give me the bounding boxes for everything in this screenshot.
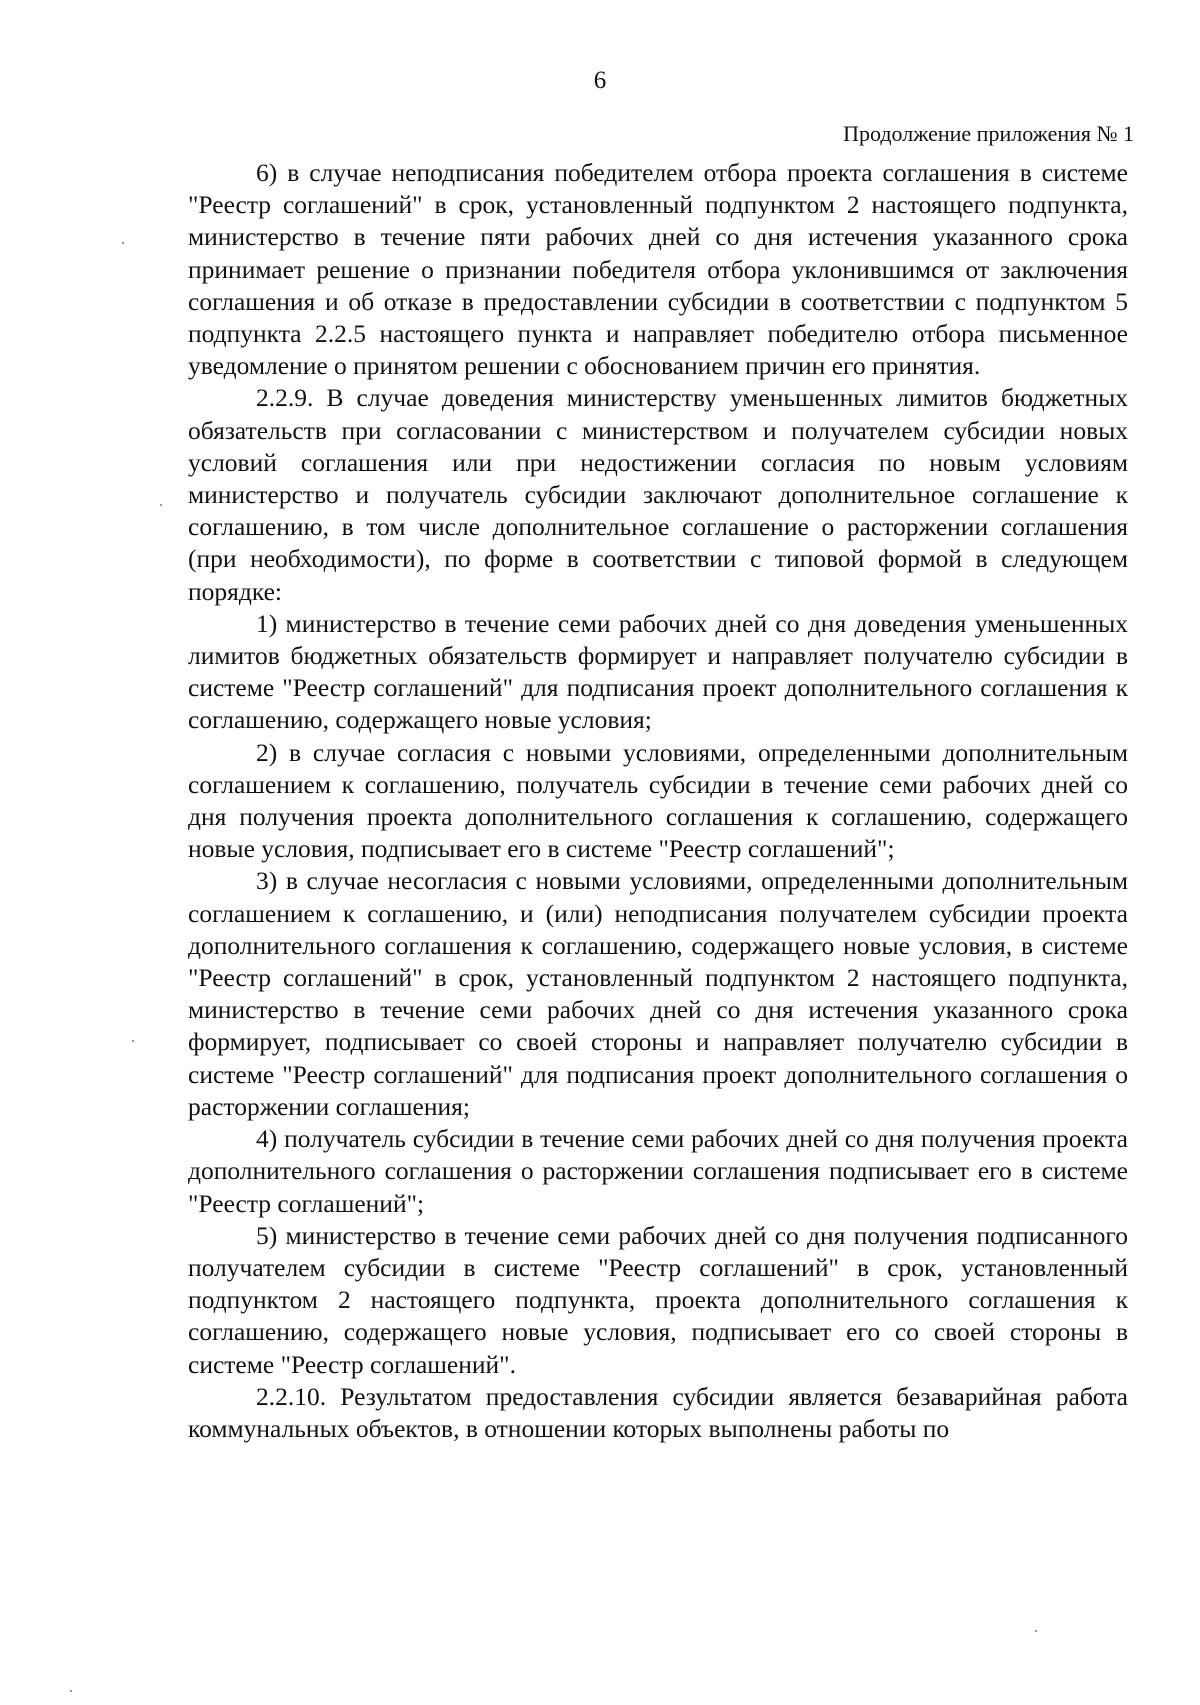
page-number: 6	[593, 67, 607, 94]
scan-speck	[70, 1690, 72, 1692]
paragraph-subitem-2: 2) в случае согласия с новыми условиями, определенными дополнительным соглашением к соглашению, получатель субсидии в течение семи рабочих дней со дня получения проекта дополнительного соглашения к соглашению, содержащего новые условия, подписывает его в системе "Реестр соглашений";	[188, 737, 1128, 864]
appendix-continuation-note: Продолжение приложения № 1	[843, 121, 1134, 146]
scan-speck	[122, 242, 124, 244]
paragraph-subitem-5: 5) министерство в течение семи рабочих дней со дня получения подписанного получателем субсидии в системе "Реестр соглашений" в срок, установленный подпунктом 2 настоящего подпункта, проекта дополнительного соглашения к соглашению, содержащего новые условия, подписывает его со своей стороны в системе "Реестр соглашений".	[188, 1220, 1128, 1379]
paragraph-subitem-1: 1) министерство в течение семи рабочих дней со дня доведения уменьшенных лимитов бюджетных обязательств формирует и направляет получателю субсидии в системе "Реестр соглашений" для подписания проект дополнительного соглашения к соглашению, содержащего новые условия;	[188, 608, 1128, 735]
paragraph-subitem-6: 6) в случае неподписания победителем отбора проекта соглашения в системе "Реестр соглашений" в срок, установленный подпунктом 2 настоящего подпункта, министерство в течение пяти рабочих дней со дня истечения указанного срока принимает решение о признании победителя отбора уклонившимся от заключения соглашения и об отказе в предоставлении субсидии в соответствии с подпунктом 5 подпункта 2.2.5 настоящего пункта и направляет победителю отбора письменное уведомление о принятом решении с обоснованием причин его принятия.	[188, 158, 1128, 381]
paragraph-subitem-3: 3) в случае несогласия с новыми условиями, определенными дополнительным соглашением к соглашению, и (или) неподписания получателем субсидии проекта дополнительного соглашения к соглашению, содержащего новые условия, в системе "Реестр соглашений" в срок, установленный подпунктом 2 настоящего подпункта, министерство в течение семи рабочих дней со дня истечения указанного срока формирует, подписывает со своей стороны и направляет получателю субсидии в системе "Реестр соглашений" для подписания проект дополнительного соглашения о расторжении соглашения;	[188, 866, 1128, 1121]
scan-speck	[160, 504, 162, 506]
paragraph-2-2-9: 2.2.9. В случае доведения министерству уменьшенных лимитов бюджетных обязательств при согласовании с министерством и получателем субсидии новых условий соглашения или при недостижении согласия по новым условиям министерство и получатель субсидии заключают дополнительное соглашение к соглашению, в том числе дополнительное соглашение о расторжении соглашения (при необходимости), по форме в соответствии с типовой формой в следующем порядке:	[188, 383, 1128, 606]
scan-speck	[132, 1040, 134, 1042]
paragraph-subitem-4: 4) получатель субсидии в течение семи рабочих дней со дня получения проекта дополнительного соглашения о расторжении соглашения подписывает его в системе "Реестр соглашений";	[188, 1124, 1128, 1218]
paragraph-2-2-10: 2.2.10. Результатом предоставления субсидии является безаварийная работа коммунальных объектов, в отношении которых выполнены работы по	[188, 1381, 1128, 1443]
document-body	[188, 157, 1128, 1445]
scan-speck	[1035, 1630, 1037, 1632]
